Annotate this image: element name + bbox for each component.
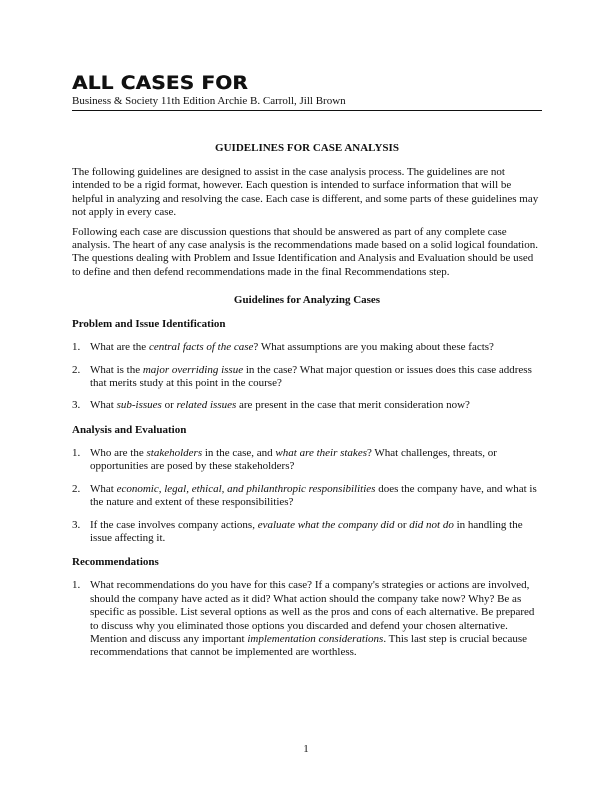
item-text: or: [161, 399, 177, 412]
item-text: in the case? What major question or issues does this case address that merits study at this point in the course?: [90, 363, 532, 390]
problem-item-2: [72, 364, 542, 391]
item-text: ? What assumptions are you making about these facts?: [253, 341, 494, 354]
page-number: 1: [303, 743, 309, 755]
document-page: [72, 72, 542, 660]
document-subtitle: Business & Society 11th Edition Archie B. Carroll, Jill Brown: [72, 95, 346, 107]
item-emphasis: central facts of the case: [148, 341, 254, 354]
analysis-list: [72, 447, 542, 545]
recommendations-heading: Recommendations: [72, 556, 159, 569]
item-text: in the case, and: [202, 446, 276, 459]
item-text: in handling the issue affecting it.: [90, 518, 523, 544]
item-text: or: [394, 518, 410, 531]
problem-heading: Problem and Issue Identification: [72, 318, 226, 331]
analysis-item-1: [72, 447, 542, 474]
item-text: are present in the case that merit consideration now?: [236, 399, 470, 412]
item-text: What: [90, 482, 117, 495]
item-emphasis: implementation considerations: [247, 632, 384, 645]
item-text: What: [90, 399, 117, 412]
item-text: does the company have, and what is the nature and extent of these responsibilities?: [90, 482, 537, 509]
problem-item-3: [72, 399, 542, 412]
item-text: ? What challenges, threats, or opportunities are posed by these stakeholders?: [90, 446, 497, 473]
discussion-paragraph: Following each case are discussion questions that should be answered as part of any complete case analysis. The heart of any case analysis is the recommendations made based on a solid logical foundation. The questions dealing with Problem and Issue Identification and Analysis and Evaluation should be used to define and then defend recommendations made in the final Recommendations step.: [72, 225, 538, 278]
list-number: 1.: [72, 341, 81, 354]
item-emphasis: sub-issues: [116, 399, 162, 412]
item-text: What recommendations do you have for this case? If a company's strategies or actions are involved, should the company have acted as it did? What action should the company take now? Why? Be as specific as possible. List several options as well as the pros and cons of each alternative. Be prepared to discuss why you eliminated those options you discarded and defend your chosen alternative. Mention and discuss any important: [90, 579, 535, 645]
document-title: ALL CASES FOR: [72, 72, 248, 94]
list-number: 3.: [72, 399, 81, 412]
item-text: Who are the: [90, 446, 147, 459]
intro-paragraph: The following guidelines are designed to assist in the case analysis process. The guidelines are not intended to be a rigid format, however. Each question is intended to surface information that will be helpful in analyzing and resolving the case. Each case is different, and some parts of these guidelines may not apply in every case.: [72, 166, 539, 219]
header-rule: [72, 110, 542, 111]
item-emphasis: did not do: [409, 518, 454, 531]
recommendations-item-1: [72, 579, 542, 659]
item-emphasis: what are their stakes: [275, 446, 367, 459]
problem-list: [72, 341, 542, 413]
item-emphasis: major overriding issue: [142, 363, 244, 376]
list-number: 2.: [72, 363, 81, 376]
guidelines-heading: GUIDELINES FOR CASE ANALYSIS: [215, 142, 399, 154]
list-number: 3.: [72, 518, 81, 531]
item-emphasis: stakeholders: [146, 446, 203, 459]
analyzing-cases-heading: Guidelines for Analyzing Cases: [233, 294, 381, 307]
list-number: 1.: [72, 579, 81, 592]
item-emphasis: evaluate what the company did: [257, 518, 395, 531]
analysis-heading: Analysis and Evaluation: [72, 423, 187, 436]
item-text: . This last step is crucial because recommendations that cannot be implemented are worthless.: [90, 632, 527, 659]
item-text: What are the: [90, 341, 149, 354]
item-text: If the case involves company actions,: [90, 518, 258, 531]
analysis-item-3: [72, 519, 542, 546]
item-emphasis: related issues: [176, 399, 237, 412]
item-emphasis: economic, legal, ethical, and philanthropic responsibilities: [116, 482, 376, 495]
list-number: 1.: [72, 446, 81, 459]
problem-item-1: [72, 341, 542, 354]
analysis-item-2: [72, 483, 542, 510]
recommendations-list: [72, 579, 542, 659]
list-number: 2.: [72, 482, 81, 495]
item-text: What is the: [90, 363, 143, 376]
